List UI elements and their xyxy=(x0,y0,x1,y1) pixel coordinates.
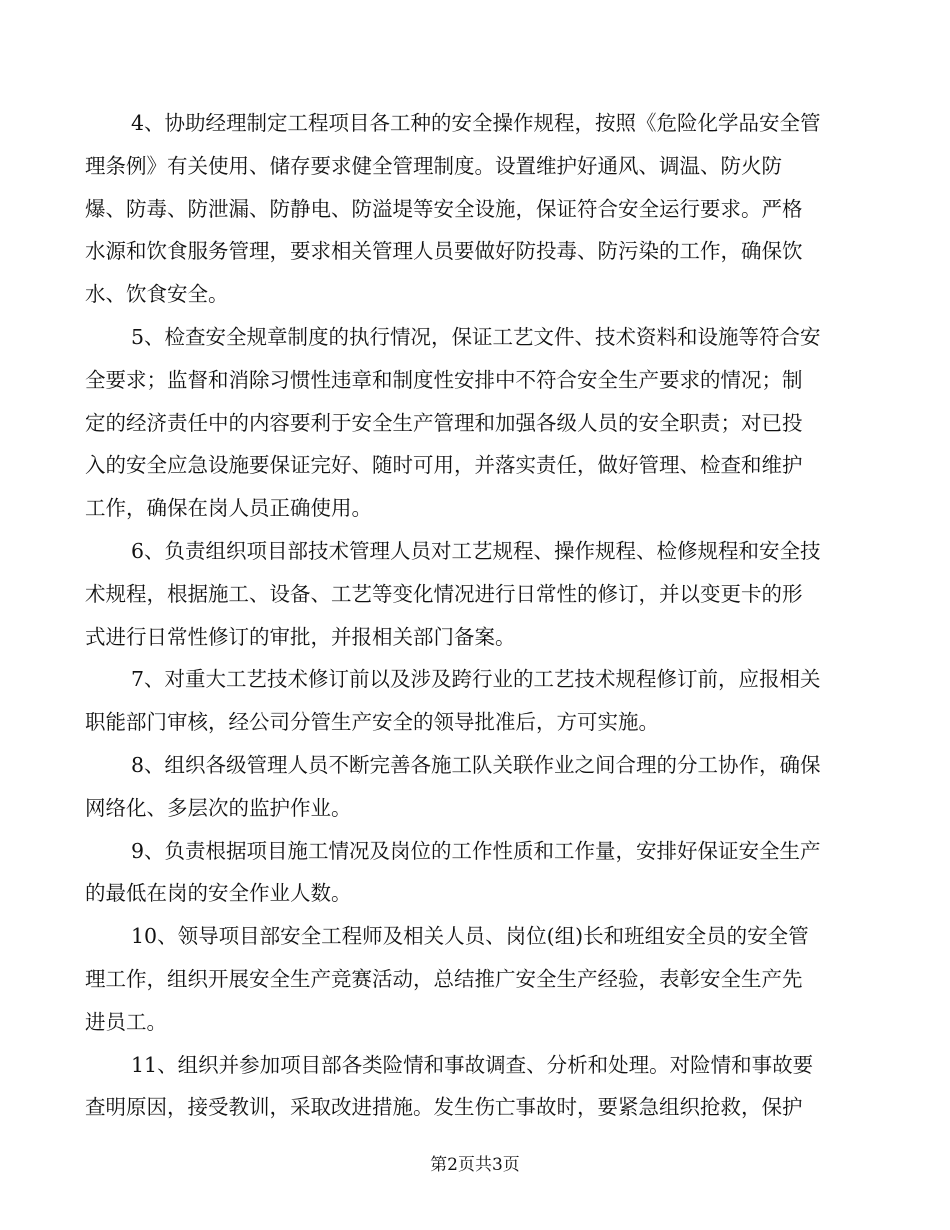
paragraph-line: 理工作，组织开展安全生产竞赛活动，总结推广安全生产经验，表彰安全生产先 xyxy=(85,966,803,991)
paragraph-line: 入的安全应急设施要保证完好、随时可用，并落实责任，做好管理、检查和维护 xyxy=(85,453,803,478)
page-number-footer: 第2页共3页 xyxy=(430,1155,520,1175)
paragraph-line: 4、协助经理制定工程项目各工种的安全操作规程，按照《危险化学品安全管 xyxy=(131,111,821,135)
document-body xyxy=(85,102,860,1129)
paragraph-line: 进员工。 xyxy=(85,1009,167,1034)
paragraph-line: 水源和饮食服务管理，要求相关管理人员要做好防投毒、防污染的工作，确保饮 xyxy=(85,239,803,264)
paragraph-line: 理条例》有关使用、储存要求健全管理制度。设置维护好通风、调温、防火防 xyxy=(85,153,782,178)
paragraph-line: 的最低在岗的安全作业人数。 xyxy=(85,881,352,906)
paragraph-line: 全要求；监督和消除习惯性违章和制度性安排中不符合安全生产要求的情况；制 xyxy=(85,367,803,392)
paragraph-line: 术规程，根据施工、设备、工艺等变化情况进行日常性的修订，并以变更卡的形 xyxy=(85,581,803,606)
paragraph-line: 查明原因，接受教训，采取改进措施。发生伤亡事故时，要紧急组织抢救，保护 xyxy=(85,1095,803,1120)
paragraph-line: 6、负责组织项目部技术管理人员对工艺规程、操作规程、检修规程和安全技 xyxy=(131,538,821,563)
paragraph-line: 水、饮食安全。 xyxy=(85,282,229,307)
paragraph-line: 9、负责根据项目施工情况及岗位的工作性质和工作量，安排好保证安全生产 xyxy=(131,838,821,863)
paragraph-line: 工作，确保在岗人员正确使用。 xyxy=(85,496,372,521)
paragraph-line: 8、组织各级管理人员不断完善各施工队关联作业之间合理的分工协作，确保 xyxy=(131,752,821,777)
paragraph-line: 式进行日常性修订的审批，并报相关部门备案。 xyxy=(85,624,516,649)
paragraph-line: 10、领导项目部安全工程师及相关人员、岗位(组)长和班组安全员的安全管 xyxy=(131,924,809,949)
paragraph-line: 7、对重大工艺技术修订前以及涉及跨行业的工艺技术规程修订前，应报相关 xyxy=(131,667,821,692)
paragraph-line: 11、组织并参加项目部各类险情和事故调查、分析和处理。对险情和事故要 xyxy=(131,1052,814,1077)
paragraph-line: 网络化、多层次的监护作业。 xyxy=(85,795,352,820)
paragraph-line: 职能部门审核，经公司分管生产安全的领导批准后，方可实施。 xyxy=(85,710,659,735)
paragraph-line: 5、检查安全规章制度的执行情况，保证工艺文件、技术资料和设施等符合安 xyxy=(131,324,821,349)
paragraph-line: 定的经济责任中的内容要利于安全生产管理和加强各级人员的安全职责；对已投 xyxy=(85,410,803,435)
paragraph-line: 爆、防毒、防泄漏、防静电、防溢堤等安全设施，保证符合安全运行要求。严格 xyxy=(85,196,803,221)
